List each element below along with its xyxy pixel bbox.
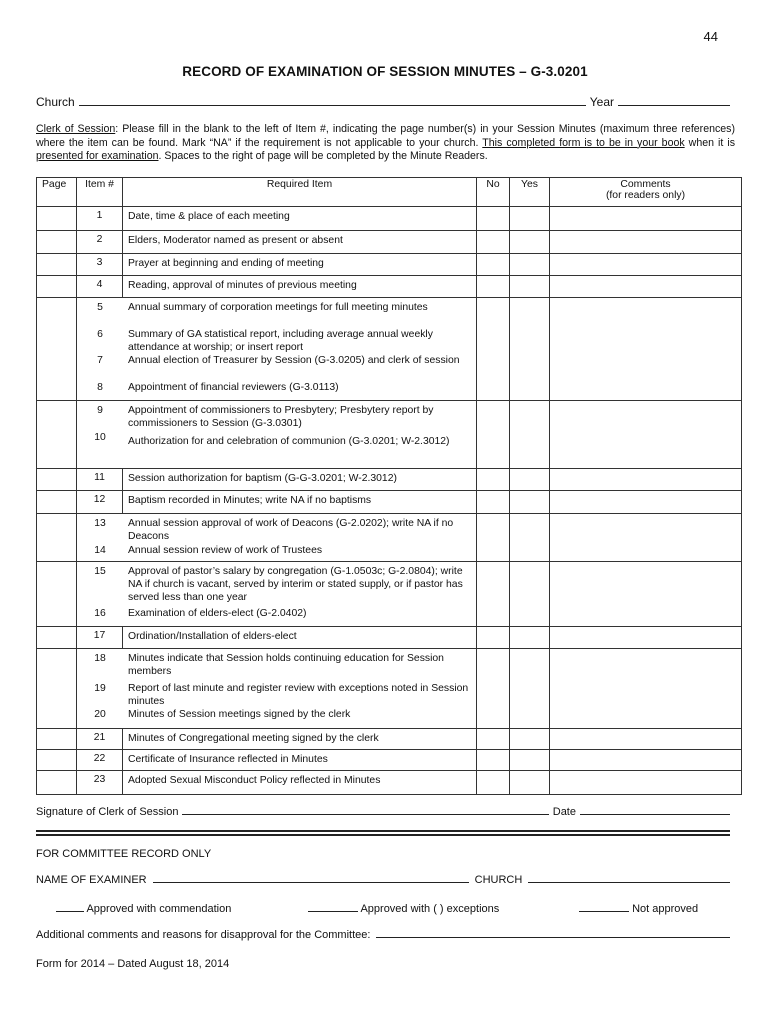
- committee-heading: FOR COMMITTEE RECORD ONLY: [36, 848, 212, 860]
- comments-cell[interactable]: [550, 231, 742, 254]
- table-row: [37, 276, 742, 298]
- required-item: Prayer at beginning and ending of meeting: [123, 254, 477, 276]
- no-cell[interactable]: [477, 298, 510, 401]
- no-cell[interactable]: [477, 649, 510, 729]
- grouped-items: [77, 298, 477, 401]
- required-item: Annual session review of work of Trustees: [128, 545, 323, 556]
- sub-item: [77, 301, 476, 328]
- yes-cell[interactable]: [510, 276, 550, 298]
- required-item: Minutes of Session meetings signed by the clerk: [128, 709, 351, 720]
- yes-cell[interactable]: [510, 231, 550, 254]
- page-cell[interactable]: [37, 771, 77, 795]
- yes-cell[interactable]: [510, 562, 550, 627]
- page-cell[interactable]: [37, 562, 77, 627]
- year-label: Year: [589, 95, 614, 109]
- no-cell[interactable]: [477, 514, 510, 562]
- sub-item: [77, 517, 476, 544]
- required-item: Authorization for and celebration of communion (G-3.0201; W-2.3012): [128, 436, 450, 447]
- examiner-label: NAME OF EXAMINER: [36, 874, 147, 886]
- table-row: [37, 207, 742, 231]
- item-number: 22: [77, 750, 123, 771]
- required-item: Reading, approval of minutes of previous meeting: [123, 276, 477, 298]
- approved-commendation-option[interactable]: [56, 901, 231, 915]
- items-table: [36, 177, 742, 795]
- item-number: 15: [94, 566, 106, 577]
- required-item: Ordination/Installation of elders-elect: [123, 627, 477, 649]
- exceptions-label: Approved with ( ) exceptions: [360, 903, 500, 915]
- table-row-group: [37, 562, 742, 627]
- comments-cell[interactable]: [550, 750, 742, 771]
- no-cell[interactable]: [477, 401, 510, 469]
- date-label: Date: [552, 806, 576, 818]
- page-cell[interactable]: [37, 750, 77, 771]
- yes-cell[interactable]: [510, 627, 550, 649]
- item-number: 19: [94, 683, 106, 694]
- item-number: 5: [97, 302, 103, 313]
- instructions-clerk: Clerk of Session: [36, 123, 116, 135]
- year-field[interactable]: [618, 104, 730, 106]
- page-cell[interactable]: [37, 514, 77, 562]
- page-cell[interactable]: [37, 276, 77, 298]
- table-row-group: [37, 298, 742, 401]
- sub-item: [77, 354, 476, 381]
- item-number: 2: [77, 231, 123, 254]
- header-comments: [550, 178, 742, 207]
- sub-item: [77, 328, 476, 354]
- comments-cell[interactable]: [550, 276, 742, 298]
- page-cell[interactable]: [37, 401, 77, 469]
- table-header-row: [37, 178, 742, 207]
- required-item: Minutes indicate that Session holds continuing education for Session members: [128, 653, 444, 677]
- header-comments-title: Comments: [620, 179, 671, 190]
- page-cell[interactable]: [37, 627, 77, 649]
- required-item: Elders, Moderator named as present or absent: [123, 231, 477, 254]
- item-number: 9: [97, 405, 103, 416]
- signature-field[interactable]: [182, 814, 548, 815]
- item-number: 6: [97, 329, 103, 340]
- page-cell[interactable]: [37, 469, 77, 491]
- item-number: 23: [77, 771, 123, 795]
- table-row: [37, 771, 742, 795]
- church-name-field[interactable]: [528, 882, 730, 883]
- header-no: No: [477, 178, 510, 207]
- table-row-group: [37, 514, 742, 562]
- yes-cell[interactable]: [510, 469, 550, 491]
- comments-cell[interactable]: [550, 562, 742, 627]
- table-row-group: [37, 401, 742, 469]
- page-cell[interactable]: [37, 231, 77, 254]
- grouped-items: [77, 649, 477, 729]
- item-number: 11: [77, 469, 123, 491]
- yes-cell[interactable]: [510, 254, 550, 276]
- required-item: Session authorization for baptism (G-G-3.0201; W-2.3012): [123, 469, 477, 491]
- yes-cell[interactable]: [510, 298, 550, 401]
- no-cell[interactable]: [477, 771, 510, 795]
- no-cell[interactable]: [477, 562, 510, 627]
- required-item: Report of last minute and register review with exceptions noted in Session minutes: [128, 683, 469, 707]
- required-item: Annual election of Treasurer by Session (G-3.0205) and clerk of session: [128, 355, 460, 366]
- page-cell[interactable]: [37, 649, 77, 729]
- required-item: Appointment of commissioners to Presbytery; Presbytery report by commissioners to Session (G-3.0301): [128, 405, 434, 429]
- instructions-text: : Please fill in the blank to the left of Item #, indicating the page number(s) in your Session Minutes (maximum three references) where the item can be found. Mark “NA” if the requirement is not applicable to your church.: [36, 123, 735, 149]
- grouped-items: [77, 562, 477, 627]
- no-cell[interactable]: [477, 627, 510, 649]
- sub-item: [77, 682, 476, 707]
- item-number: 21: [77, 729, 123, 750]
- header-required: Required Item: [123, 178, 477, 207]
- item-number: 17: [77, 627, 123, 649]
- sub-item: [77, 381, 476, 394]
- required-item: Baptism recorded in Minutes; write NA if no baptisms: [123, 491, 477, 514]
- item-number: 3: [77, 254, 123, 276]
- sub-item: [77, 607, 476, 620]
- examiner-line: [36, 874, 730, 886]
- additional-label: Additional comments and reasons for disapproval for the Committee:: [36, 929, 371, 941]
- yes-cell[interactable]: [510, 729, 550, 750]
- instructions: [36, 123, 735, 164]
- required-item: Date, time & place of each meeting: [123, 207, 477, 231]
- header-comments-sub: (for readers only): [605, 190, 686, 201]
- divider: [36, 830, 730, 832]
- comments-cell[interactable]: [550, 469, 742, 491]
- additional-comments-field[interactable]: [376, 937, 730, 938]
- comments-cell[interactable]: [550, 207, 742, 231]
- item-number: 14: [94, 545, 106, 556]
- item-number: 18: [94, 653, 106, 664]
- item-number: 4: [77, 276, 123, 298]
- commendation-label: Approved with commendation: [86, 903, 232, 915]
- table-row: [37, 729, 742, 750]
- comments-cell[interactable]: [550, 298, 742, 401]
- required-item: Summary of GA statistical report, including average annual weekly attendance at worship; or insert report: [128, 329, 433, 353]
- table-row-group: [37, 649, 742, 729]
- comments-cell[interactable]: [550, 771, 742, 795]
- no-cell[interactable]: [477, 491, 510, 514]
- sub-item: [77, 544, 476, 557]
- required-item: Adopted Sexual Misconduct Policy reflected in Minutes: [123, 771, 477, 795]
- grouped-items: [77, 514, 477, 562]
- sub-item: [77, 431, 476, 452]
- church-year-line: [36, 95, 730, 109]
- page-cell[interactable]: [37, 254, 77, 276]
- required-item: Certificate of Insurance reflected in Minutes: [123, 750, 477, 771]
- required-item: Minutes of Congregational meeting signed by the clerk: [123, 729, 477, 750]
- instructions-end: . Spaces to the right of page will be completed by the Minute Readers.: [158, 150, 488, 163]
- header-item: Item #: [77, 178, 123, 207]
- yes-cell[interactable]: [510, 771, 550, 795]
- examiner-field[interactable]: [153, 882, 469, 883]
- comments-cell[interactable]: [550, 514, 742, 562]
- form-footer: Form for 2014 – Dated August 18, 2014: [36, 958, 230, 970]
- item-number: 1: [77, 207, 123, 231]
- page-cell[interactable]: [37, 298, 77, 401]
- sub-item: [77, 565, 476, 607]
- yes-cell[interactable]: [510, 649, 550, 729]
- yes-cell[interactable]: [510, 401, 550, 469]
- item-number: 16: [94, 608, 106, 619]
- item-number: 12: [77, 491, 123, 514]
- instructions-presented: presented for examination: [36, 150, 159, 163]
- exceptions-blank[interactable]: [308, 901, 358, 912]
- header-yes: Yes: [510, 178, 550, 207]
- sub-item: [77, 404, 476, 431]
- not-approved-blank[interactable]: [579, 901, 629, 912]
- header-page: Page: [37, 178, 77, 207]
- item-number: 20: [94, 709, 106, 720]
- comments-cell[interactable]: [550, 491, 742, 514]
- instructions-when: when it is: [684, 136, 736, 149]
- yes-cell[interactable]: [510, 750, 550, 771]
- page-cell[interactable]: [37, 207, 77, 231]
- comments-cell[interactable]: [550, 401, 742, 469]
- yes-cell[interactable]: [510, 207, 550, 231]
- comments-cell[interactable]: [550, 254, 742, 276]
- item-number: 7: [97, 355, 103, 366]
- table-row: [37, 231, 742, 254]
- yes-cell[interactable]: [510, 491, 550, 514]
- additional-comments-line: [36, 929, 730, 941]
- item-number: 13: [94, 518, 106, 529]
- signature-label: Signature of Clerk of Session: [36, 806, 179, 818]
- required-item: Appointment of financial reviewers (G-3.0113): [128, 382, 339, 393]
- not-approved-label: Not approved: [632, 903, 699, 915]
- no-cell[interactable]: [477, 729, 510, 750]
- table-row: [37, 469, 742, 491]
- comments-cell[interactable]: [550, 729, 742, 750]
- page-cell[interactable]: [37, 491, 77, 514]
- church-field[interactable]: [79, 104, 586, 106]
- no-cell[interactable]: [477, 750, 510, 771]
- table-row: [37, 627, 742, 649]
- required-item: Examination of elders-elect (G-2.0402): [128, 608, 307, 619]
- no-cell[interactable]: [477, 469, 510, 491]
- table-row: [37, 254, 742, 276]
- date-field[interactable]: [580, 814, 730, 815]
- required-item: Annual session approval of work of Deacons (G-2.0202); write NA if no Deacons: [128, 518, 454, 542]
- yes-cell[interactable]: [510, 514, 550, 562]
- table-row: [37, 491, 742, 514]
- required-item: Approval of pastor’s salary by congregation (G-1.0503c; G-2.0804); write NA if church is vacant, served by interim or stated supply, or if pastor has served less than one year: [128, 566, 463, 603]
- divider: [36, 834, 730, 836]
- approved-exceptions-option[interactable]: [308, 901, 499, 915]
- grouped-items: [77, 401, 477, 469]
- table-row: [37, 750, 742, 771]
- document-title: RECORD OF EXAMINATION OF SESSION MINUTES – G-3.0201: [182, 64, 588, 79]
- comments-cell[interactable]: [550, 649, 742, 729]
- instructions-book: This completed form is to be in your book: [482, 136, 685, 149]
- page-number: 44: [703, 29, 718, 44]
- not-approved-option[interactable]: [579, 901, 698, 915]
- church-caps-label: CHURCH: [474, 874, 523, 886]
- no-cell[interactable]: [477, 254, 510, 276]
- commendation-blank[interactable]: [56, 901, 84, 912]
- no-cell[interactable]: [477, 276, 510, 298]
- item-number: 8: [97, 382, 103, 393]
- comments-cell[interactable]: [550, 627, 742, 649]
- signature-line: [36, 806, 730, 818]
- no-cell[interactable]: [477, 207, 510, 231]
- sub-item: [77, 652, 476, 682]
- item-number: 10: [94, 432, 106, 443]
- church-label: Church: [36, 95, 75, 109]
- required-item: Annual summary of corporation meetings for full meeting minutes: [128, 302, 428, 313]
- no-cell[interactable]: [477, 231, 510, 254]
- page-cell[interactable]: [37, 729, 77, 750]
